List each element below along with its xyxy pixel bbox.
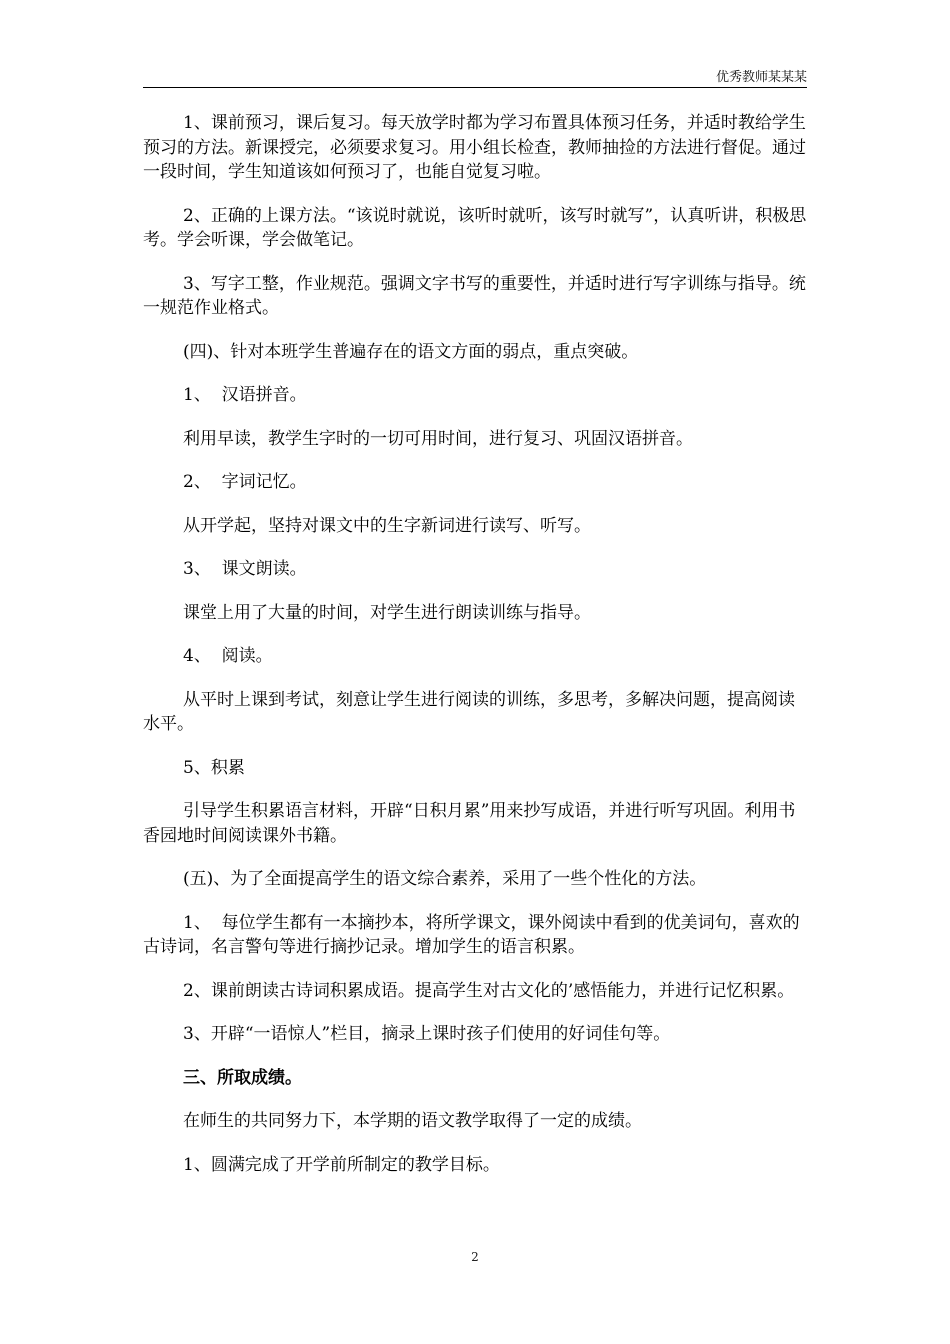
paragraph: 课堂上用了大量的时间，对学生进行朗读训练与指导。 — [183, 602, 591, 623]
paragraph: 1、圆满完成了开学前所制定的教学目标。 — [183, 1154, 500, 1175]
list-item-title: 5、积累 — [183, 757, 245, 778]
section-heading: (四)、针对本班学生普遍存在的语文方面的弱点，重点突破。 — [183, 341, 639, 362]
section-heading: (五)、为了全面提高学生的语文综合素养，采用了一些个性化的方法。 — [183, 869, 707, 889]
paragraph: 1、课前预习，课后复习。每天放学时都为学习布置具体预习任务，并适时教给学生预习的方法。新课授完，必须要求复习。用小组长检查，教师抽捡的方法进行督促。通过一段时间，学生知道该如何预习了，也能自觉复习啦。 — [143, 113, 806, 182]
header-divider — [143, 87, 807, 88]
paragraph: 在师生的共同努力下，本学期的语文教学取得了一定的成绩。 — [183, 1111, 642, 1131]
page-number: 2 — [471, 1250, 479, 1264]
paragraph: 1、 每位学生都有一本摘抄本，将所学课文，课外阅读中看到的优美词句，喜欢的古诗词，名言警句等进行摘抄记录。增加学生的语言积累。 — [143, 912, 800, 957]
list-item-title: 4、 阅读。 — [183, 646, 273, 666]
paragraph: 2、正确的上课方法。“该说时就说，该听时就听，该写时就写”，认真听讲，积极思考。学会听课，学会做笔记。 — [143, 205, 807, 250]
paragraph: 利用早读，教学生字时的一切可用时间，进行复习、巩固汉语拼音。 — [183, 428, 693, 449]
header-author: 优秀教师某某某 — [715, 70, 807, 85]
paragraph: 引导学生积累语言材料，开辟“日积月累”用来抄写成语，并进行听写巩固。利用书香园地时间阅读课外书籍。 — [143, 801, 796, 846]
list-item-title: 1、 汉语拼音。 — [183, 385, 307, 405]
section-heading-bold: 三、所取成绩。 — [183, 1067, 302, 1088]
paragraph: 从开学起，坚持对课文中的生字新词进行读写、听写。 — [183, 515, 591, 536]
paragraph: 3、写字工整，作业规范。强调文字书写的重要性，并适时进行写字训练与指导。统一规范作业格式。 — [143, 273, 806, 318]
list-item-title: 2、 字词记忆。 — [183, 472, 307, 492]
paragraph: 从平时上课到考试，刻意让学生进行阅读的训练，多思考，多解决问题，提高阅读水平。 — [143, 689, 795, 734]
paragraph: 3、开辟“一语惊人”栏目，摘录上课时孩子们使用的好词佳句等。 — [183, 1024, 671, 1044]
document-body — [143, 111, 807, 1196]
list-item-title: 3、 课文朗读。 — [183, 559, 307, 579]
paragraph: 2、课前朗读古诗词积累成语。提高学生对古文化的’感悟能力，并进行记忆积累。 — [183, 980, 795, 1001]
